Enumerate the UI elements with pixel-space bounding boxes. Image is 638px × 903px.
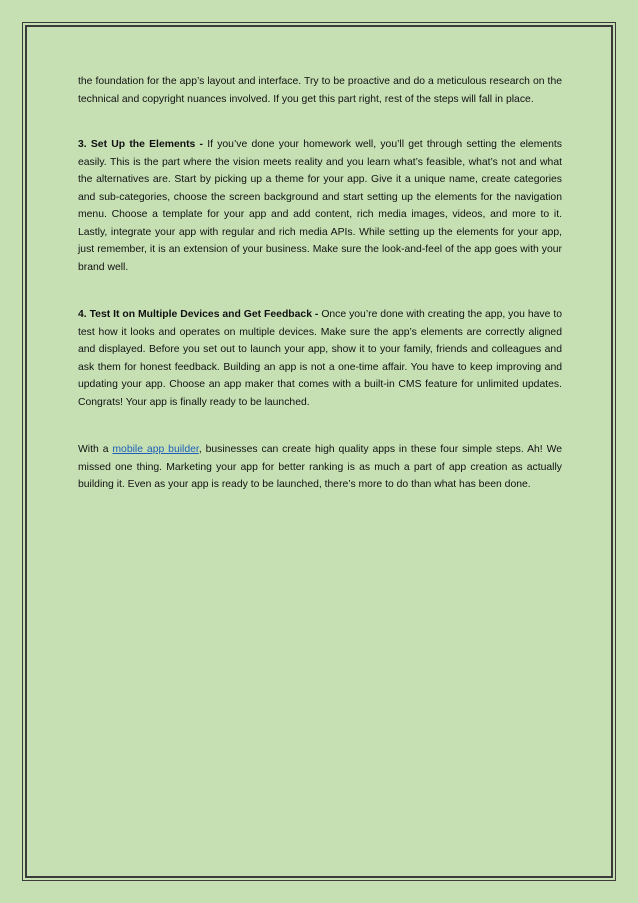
paragraph-set-up-elements-text: If you’ve done your homework well, you’ll get through setting the elements easily. This is the part where the vision meets reality and you learn what’s feasible, what’s not and what the alternatives are. Start by picking up a theme for your app. Give it a unique name, create categories and sub-categories, choose the screen background and start setting up the elements for the navigation menu. Choose a template for your app and add content, rich media images, videos, and more to it. Lastly, integrate your app with regular and rich media APIs. While setting up the elements for your app, just remember, it is an extension of your business. Make sure the look-and-feel of the app goes with your brand well. (78, 139, 562, 273)
paragraph-set-up-elements (78, 136, 562, 276)
paragraph-intro (78, 73, 562, 108)
mobile-app-builder-link[interactable]: mobile app builder (112, 444, 199, 455)
section-heading-test-devices: 4. Test It on Multiple Devices and Get Feedback - (78, 309, 319, 320)
paragraph-conclusion (78, 441, 562, 494)
document-body (78, 73, 562, 524)
section-heading-set-up-elements: 3. Set Up the Elements - (78, 139, 203, 150)
paragraph-conclusion-lead: With a (78, 444, 113, 455)
paragraph-conclusion-text: , businesses can create high quality apps in these four simple steps. Ah! We missed one thing. Marketing your app for better ranking is as much a part of app creation as actually building it. Even as your app is ready to be launched, there’s more to do than what has been done. (78, 444, 563, 490)
paragraph-test-devices (78, 306, 562, 411)
paragraph-test-devices-text: Once you’re done with creating the app, you have to test how it looks and operates on multiple devices. Make sure the app’s elements are correctly aligned and displayed. Before you set out to launch your app, show it to your family, friends and colleagues and ask them for honest feedback. Building an app is not a one-time affair. You have to keep improving and updating your app. Choose an app maker that comes with a built-in CMS feature for unlimited updates. Congrats! Your app is finally ready to be launched. (78, 309, 562, 408)
paragraph-intro-text: the foundation for the app’s layout and interface. Try to be proactive and do a meticulous research on the technical and copyright nuances involved. If you get this part right, rest of the steps will fall in place. (78, 76, 562, 105)
